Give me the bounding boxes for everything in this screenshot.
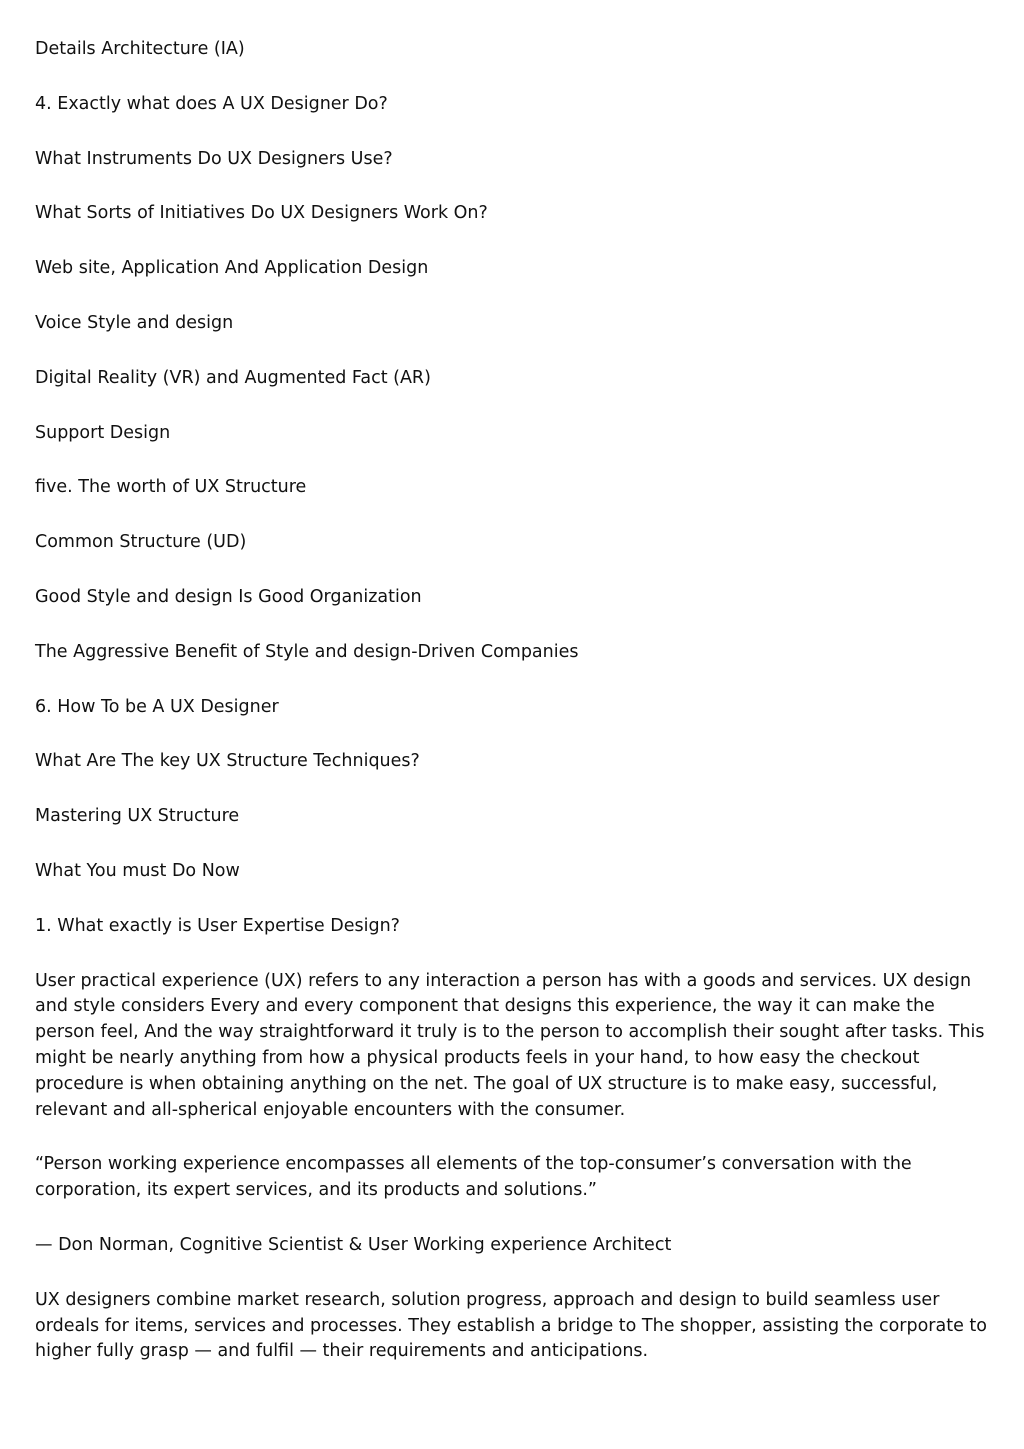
toc-item-good-design-business: Good Style and design Is Good Organization	[35, 586, 422, 607]
toc-item-competitive-advantage: The Aggressive Benefit of Style and design-Driven Companies	[35, 641, 579, 662]
toc-item-become-ux-designer: 6. How To be A UX Designer	[35, 696, 279, 717]
toc-item-project-types: What Sorts of Initiatives Do UX Designers Work On?	[35, 203, 488, 224]
toc-item-ux-tools: What Instruments Do UX Designers Use?	[35, 148, 393, 169]
paragraph-ux-definition: User practical experience (UX) refers to any interaction a person has with a goods and services. UX design and style considers Every and every component that designs this experience, the way it can make the person feel, And the way straightforward it truly is to the person to accomplish their sought after tasks. This might be nearly anything from how a physical products feels in your hand, to how easy the checkout procedure is when obtaining anything on the net. The goal of UX structure is to make easy, successful, relevant and all-spherical enjoyable encounters with the consumer.	[35, 970, 985, 1120]
toc-item-key-ux-skills: What Are The key UX Structure Techniques?	[35, 751, 420, 772]
quote-text: “Person working experience encompasses all elements of the top-consumer’s conversation with the corporation, its expert services, and its products and solutions.”	[35, 1154, 912, 1201]
paragraph-ux-designers-role: UX designers combine market research, solution progress, approach and design to build seamless user ordeals for items, services and processes. They establish a bridge to The shopper, assisting the corporate to higher fully grasp — and fulfil — their requirements and anticipations.	[35, 1289, 987, 1362]
toc-item-universal-design: Common Structure (UD)	[35, 532, 247, 553]
toc-item-information-architecture: Details Architecture (IA)	[35, 39, 245, 59]
toc-item-what-to-do-now: What You must Do Now	[35, 860, 240, 881]
toc-item-learning-ux: Mastering UX Structure	[35, 806, 240, 827]
quote-attribution: — Don Norman, Cognitive Scientist & User Working experience Architect	[35, 1234, 672, 1255]
toc-item-vr-ar: Digital Reality (VR) and Augmented Fact (AR)	[35, 367, 431, 388]
section-heading-what-is-ux: 1. What exactly is User Expertise Design?	[35, 915, 400, 936]
toc-item-voice-design: Voice Style and design	[35, 312, 234, 333]
toc-item-what-ux-designer-does: 4. Exactly what does A UX Designer Do?	[35, 93, 388, 114]
toc-item-service-design: Support Design	[35, 422, 171, 443]
toc-item-value-of-ux: five. The worth of UX Structure	[35, 477, 307, 498]
document-body	[35, 37, 990, 1394]
toc-item-web-app-design: Web site, Application And Application Design	[35, 258, 429, 279]
